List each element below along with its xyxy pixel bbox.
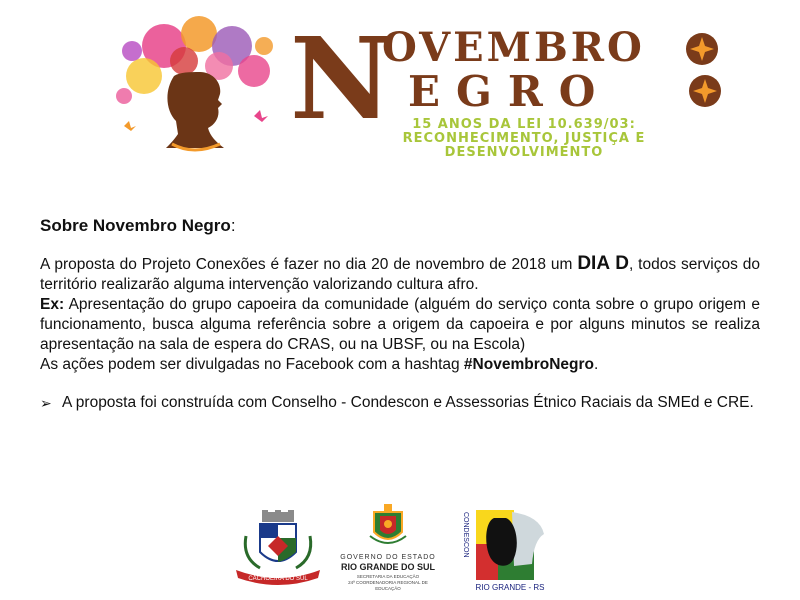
title-line-2: EGRO <box>408 67 612 116</box>
state-line-3 <box>338 574 438 592</box>
text-span: Apresentação do grupo capoeira da comunidade (alguém do serviço conta sobre o grupo origem e funcionamento, busca alguma referência sobre a origem da capoeira e por alguns minutos se realiza apresentação na sala de espera do CRAS, ou na UBSF, ou na Escola) <box>40 296 760 353</box>
novembro-negro-banner <box>0 0 800 180</box>
title-line-1: OVEMBRO <box>382 24 645 71</box>
subtitle-line: 15 ANOS DA LEI 10.639/03: <box>412 117 636 132</box>
state-coat-of-arms-icon <box>368 500 408 550</box>
flower-ornament-icon <box>685 32 719 66</box>
arrow-bullet-icon: ➢ <box>40 395 52 411</box>
woman-silhouette-logo <box>104 16 284 156</box>
condescon-bottom-text: RIO GRANDE - RS <box>475 583 545 592</box>
banner-subtitle <box>324 118 724 160</box>
bullet-text: A proposta foi construída com Conselho - Condescon e Assessorias Étnico Raciais da SMEd e CRE. <box>62 394 754 411</box>
heading-colon: : <box>230 216 236 235</box>
subtitle-line: RECONHECIMENTO, JUSTIÇA E <box>402 131 646 146</box>
municipal-band-text: CACHOEIRA DO SUL <box>248 576 308 582</box>
paragraph-example <box>40 295 760 355</box>
hashtag: #NovembroNegro <box>463 356 594 373</box>
coordenadoria-text: 24ª COORDENADORIA REGIONAL DE EDUCAÇÃO <box>348 580 428 591</box>
text-span: . <box>593 356 599 373</box>
municipal-coat-of-arms-logo <box>232 508 324 588</box>
text-span: As ações podem ser divulgadas no Facebook com a hashtag <box>40 356 464 373</box>
flower-ornament-icon <box>688 74 722 108</box>
secretaria-text: SECRETARIA DA EDUCAÇÃO <box>356 574 420 579</box>
condescon-logo <box>454 504 554 592</box>
content-area <box>40 216 760 413</box>
section-heading <box>40 216 760 236</box>
title-initial: N <box>290 14 393 145</box>
banner-title <box>290 14 750 168</box>
heading-text: Sobre Novembro Negro <box>40 216 231 235</box>
paragraph-facebook <box>40 355 760 375</box>
text-span: , todos serviços do território realizarão alguma intervenção valorizando cultura afro. <box>40 256 760 293</box>
state-government-logo <box>338 500 438 592</box>
paragraph-proposta <box>40 254 760 295</box>
state-line-2: RIO GRANDE DO SUL <box>340 562 435 572</box>
partner-logos <box>0 500 800 595</box>
state-line-1: GOVERNO DO ESTADO <box>340 554 436 561</box>
dia-d-label: DIA D <box>577 253 629 274</box>
condescon-vertical-text: CONDESCON <box>462 512 469 558</box>
example-label: Ex: <box>40 296 65 313</box>
subtitle-line: DESENVOLVIMENTO <box>444 145 604 160</box>
bullet-item <box>40 393 760 413</box>
text-span: A proposta do Projeto Conexões é fazer no dia 20 de novembro de 2018 um <box>40 256 578 273</box>
